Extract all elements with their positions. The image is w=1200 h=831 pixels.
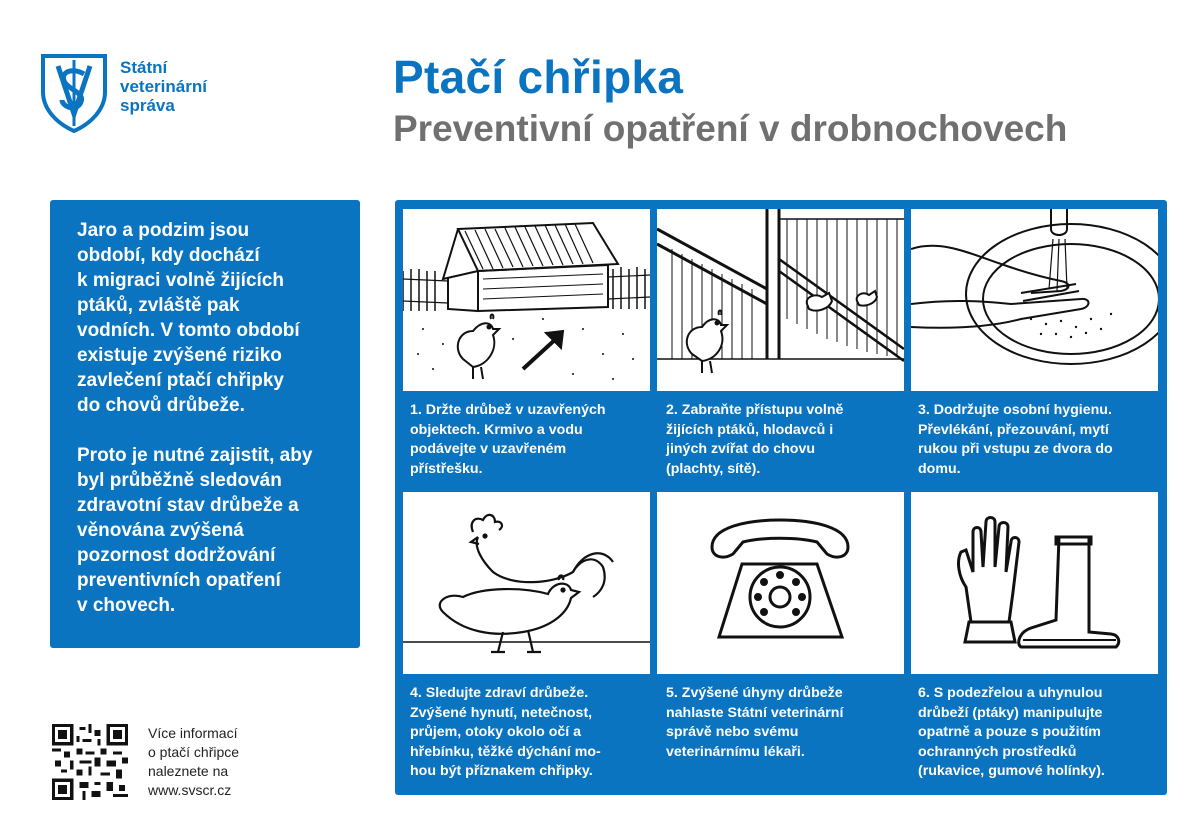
measure-caption-6: 6. S podezřelou a uhynulou drůbeží (ptáky) manipulujte opatrně a pouze s použitím ochranných prostředků (rukavice, gumové holínky). <box>918 685 1105 779</box>
rotary-telephone-icon <box>657 492 904 674</box>
more-info-line-3: naleznete na <box>148 763 229 779</box>
henhouse-chicken-icon <box>403 209 650 391</box>
fenced-yard-chicken-icon <box>657 209 904 391</box>
rooster-hen-icon <box>403 492 650 674</box>
measure-caption-4: 4. Sledujte zdraví drůbeže. Zvýšené hynutí, netečnost, průjem, otoky okolo očí a hřebínku, těžké dýchání mo- hou být příznakem chřipky. <box>410 685 601 779</box>
info-paragraph-2: Proto je nutné zajistit, aby byl průběžně sledován zdravotní stav drůbeže a věnována zvýšená pozornost dodržování preventivních opatření v chovech. <box>77 445 313 616</box>
measure-caption-2: 2. Zabraňte přístupu volně žijících ptáků, hlodavců i jiných zvířat do chovu (plachty, sítě). <box>666 402 844 477</box>
logo <box>40 52 240 134</box>
info-box <box>50 200 360 648</box>
more-info-line-1: Více informací <box>148 725 238 741</box>
more-info <box>148 724 239 800</box>
page-subtitle: Preventivní opatření v drobnochovech <box>393 108 1068 149</box>
svs-shield-logo-icon <box>40 52 108 134</box>
hand-washing-icon <box>911 209 1158 391</box>
measures-grid <box>395 200 1167 795</box>
more-info-line-2: o ptačí chřipce <box>148 744 240 760</box>
logo-line-2: veterinární <box>120 77 207 96</box>
glove-boot-icon <box>911 492 1158 674</box>
measure-caption-5: 5. Zvýšené úhyny drůbeže nahlaste Státní veterinární správě nebo svému veterinárnímu lékaři. <box>666 685 844 760</box>
measure-caption-1: 1. Držte drůbež v uzavřených objektech. Krmivo a vodu podávejte v uzavřeném přístřešku. <box>410 402 606 477</box>
website-link[interactable]: www.svscr.cz <box>148 782 232 798</box>
qr-code-icon[interactable] <box>52 724 128 800</box>
logo-line-1: Státní <box>120 58 168 77</box>
logo-line-3: správa <box>120 96 175 115</box>
info-paragraph-1: Jaro a podzim jsou období, kdy dochází k migraci volně žijících ptáků, zvláště pak vodních. V tomto období existuje zvýšené riziko zavlečení ptačí chřipky do chovů drůbeže. <box>77 220 300 416</box>
page-title: Ptačí chřipka <box>393 51 684 103</box>
measure-caption-3: 3. Dodržujte osobní hygienu. Převlékání, přezouvání, mytí rukou při vstupu ze dvora do domu. <box>918 402 1113 477</box>
